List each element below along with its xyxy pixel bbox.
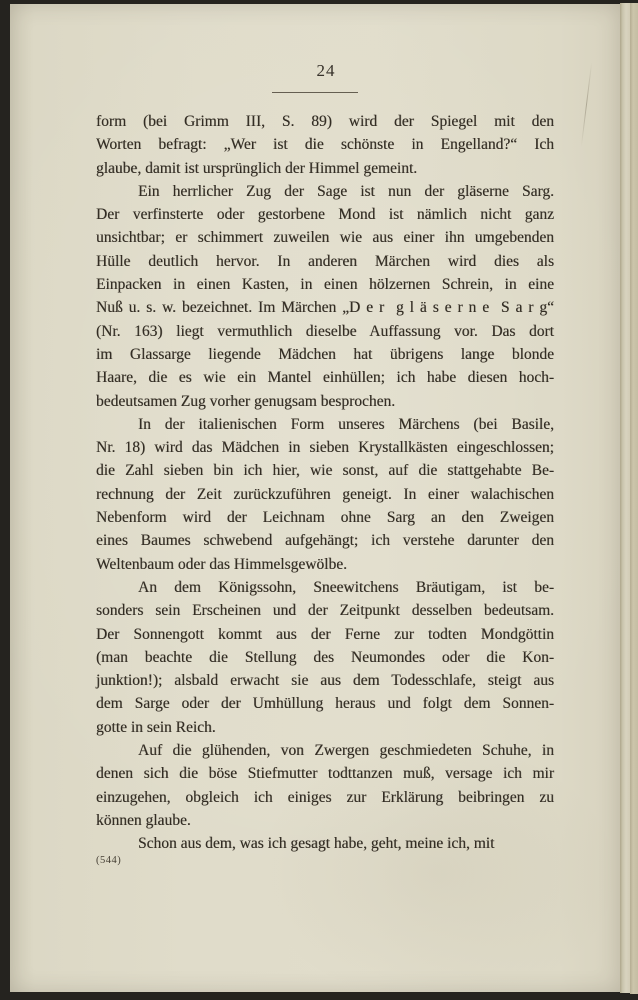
text-line: In der italienischen Form unseres Märchens (bei Basile, [138, 415, 554, 433]
text-line: Nebenform wird der Leichnam ohne Sarg an den Zweigen [96, 509, 554, 527]
text-line: eines Baumes schwebend aufgehängt; ich verstehe darunter den [96, 532, 554, 550]
text-line: Weltenbaum oder das Himmelsgewölbe. [96, 555, 347, 573]
text-line: (Nr. 163) liegt vermuthlich dieselbe Auffassung vor. Das dort [96, 322, 554, 340]
text-line: unsichtbar; er schimmert zuweilen wie aus einer ihn umgebenden [96, 229, 554, 247]
text-line: rechnung der Zeit zurückzuführen geneigt. In einer walachischen [96, 485, 554, 503]
text-line: bedeutsamen Zug vorher genugsam besprochen. [96, 392, 396, 410]
text-line: glaube, damit ist ursprünglich der Himmel gemeint. [96, 159, 418, 177]
text-line: sonders sein Erscheinen und der Zeitpunkt desselben bedeutsam. [96, 602, 554, 620]
text-line: Nuß u. s. w. bezeichnet. Im Märchen „D e r g l ä s e r n e S a r g“ [96, 299, 554, 317]
text-line: Ein herrlicher Zug der Sage ist nun der gläserne Sarg. [138, 182, 554, 200]
text-line: form (bei Grimm III, S. 89) wird der Spiegel mit den [96, 113, 554, 130]
text-line: Der Sonnengott kommt aus der Ferne zur todten Mondgöttin [96, 625, 554, 643]
book-page-edge-outer [620, 3, 630, 993]
text-line: junktion!); alsbald erwacht sie aus dem Todesschlafe, steigt aus [96, 672, 554, 690]
text-line: Worten befragt: „Wer ist die schönste in Engelland?“ Ich [96, 136, 554, 154]
text-line: einzugehen, obgleich ich einiges zur Erklärung beibringen zu [96, 788, 554, 806]
text-line: (man beachte die Stellung des Neumondes oder die Kon- [96, 648, 554, 666]
text-line: Auf die glühenden, von Zwergen geschmiedeten Schuhe, in [138, 742, 554, 760]
text-line: Der verfinsterte oder gestorbene Mond ist nämlich nicht ganz [96, 206, 554, 224]
signature-mark: (544) [96, 855, 122, 866]
text-line: Schon aus dem, was ich gesagt habe, geht, meine ich, mit [138, 835, 495, 853]
paper-sheet [10, 4, 620, 992]
text-line: gotte in sein Reich. [96, 718, 216, 736]
text-line: An dem Königssohn, Sneewitchens Bräutigam, ist be- [138, 578, 554, 596]
text-line: Haare, die es wie ein Mantel einhüllen; ich habe diesen hoch- [96, 369, 554, 387]
page-number-rule [272, 92, 358, 93]
book-page-edge-inner [630, 3, 638, 994]
text-line: denen sich die böse Stiefmutter todttanzen muß, versage ich mir [96, 765, 554, 783]
text-line: Einpacken in einen Kasten, in einen hölzernen Schrein, in eine [96, 276, 554, 294]
text-line: können glaube. [96, 811, 191, 829]
page-number: 24 [316, 61, 336, 80]
page-text [96, 110, 554, 856]
text-line: die Zahl sieben bin ich hier, wie sonst, auf die stattgehabte Be- [96, 462, 554, 480]
text-line: Nr. 18) wird das Mädchen in sieben Krystallkästen eingeschlossen; [96, 439, 554, 457]
text-line: dem Sarge oder der Umhüllung heraus und folgt dem Sonnen- [96, 695, 554, 713]
text-line: im Glassarge liegende Mädchen hat übrigens lange blonde [96, 345, 554, 363]
text-line: Hülle deutlich hervor. In anderen Märchen wird dies als [96, 252, 554, 270]
